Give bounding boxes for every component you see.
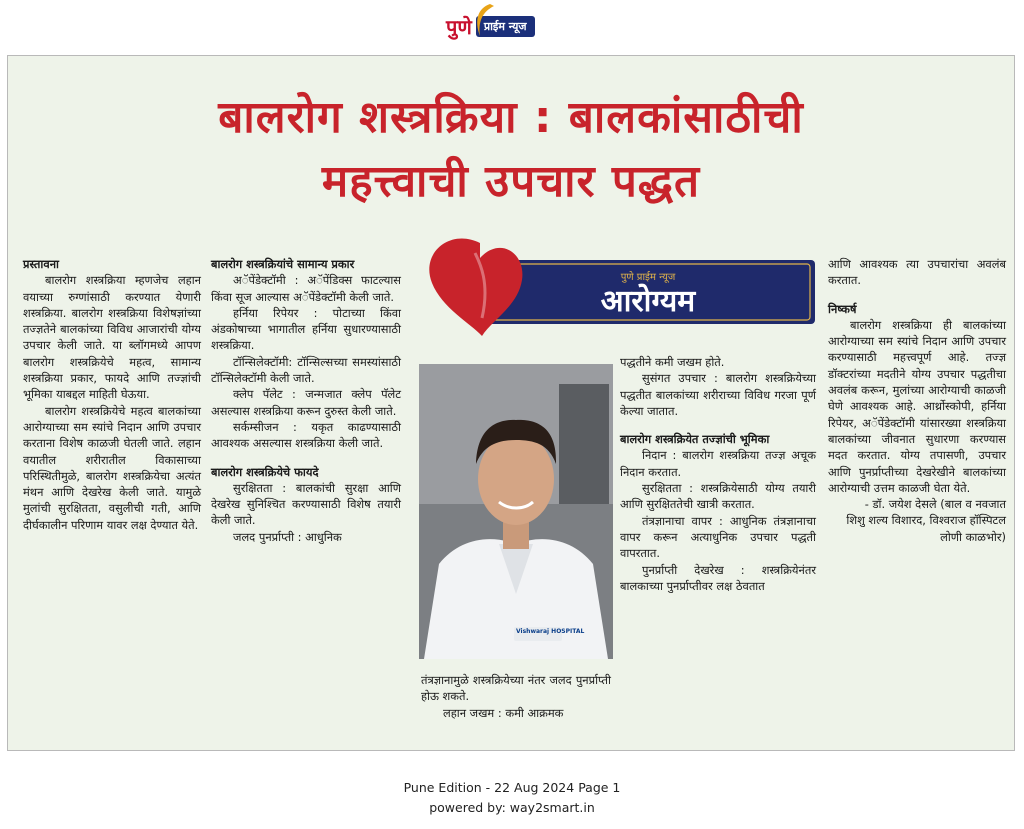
masthead bbox=[0, 0, 1024, 52]
column-5 bbox=[828, 256, 1006, 545]
type-item: टॉन्सिलेक्टॉमी: टॉन्सिल्सच्या समस्यांसाठी टॉन्सिलेक्टॉमी केली जाते. bbox=[211, 354, 401, 386]
col3-paragraph-1: तंत्रज्ञानामुळे शस्त्रक्रियेच्या नंतर जलद पुनर्प्राप्ती होऊ शकते. bbox=[421, 673, 611, 704]
logo-swoosh-icon bbox=[470, 2, 496, 38]
hospital-badge: Vishwaraj HOSPITAL bbox=[516, 628, 585, 635]
powered-by-link[interactable]: powered by: way2smart.in bbox=[429, 800, 595, 815]
benefit-item: जलद पुनर्प्राप्ती : आधुनिक bbox=[233, 529, 342, 544]
column-4 bbox=[620, 354, 816, 594]
conclusion-heading: निष्कर्ष bbox=[828, 301, 857, 316]
col4-paragraph-1: पद्धतीने कमी जखम होते. bbox=[620, 355, 725, 369]
logo-brand: पुणे bbox=[446, 14, 472, 39]
role-item: सुरक्षितता : शस्त्रक्रियेसाठी योग्य तयारी आणि सुरक्षिततेची खात्री करतात. bbox=[620, 481, 816, 512]
col5-continuation: आणि आवश्यक त्या उपचारांचा अवलंब करतात. bbox=[828, 257, 1006, 288]
col4-paragraph-2: सुसंगत उपचार : बालरोग शस्त्रक्रियेच्या पद्धतीत बालकांच्या शरीराच्या विविध गरजा पूर्ण केल्या जातात. bbox=[620, 371, 816, 418]
banner-title: आरोग्यम bbox=[600, 284, 696, 319]
type-item: क्लेप पॅलेट : जन्मजात क्लेप पॅलेट असल्यास शस्त्रक्रिया करून दुरुस्त केली जाते. bbox=[211, 387, 401, 418]
types-heading: बालरोग शस्त्रक्रियांचे सामान्य प्रकार bbox=[211, 257, 355, 271]
role-item: निदान : बालरोग शस्त्रक्रिया तज्ज्ञ अचूक निदान करतात. bbox=[620, 448, 816, 479]
type-item: हर्निया रिपेयर : पोटाच्या किंवा अंडकोषाच्या भागातील हर्निया सुधारण्यासाठी शस्त्रक्रिया. bbox=[211, 305, 401, 353]
type-item: अॅपेंडेक्टॉमी : अॅपेंडिक्स फाटल्यास किंवा सूज आल्यास अॅपेंडेक्टॉमी केली जाते. bbox=[211, 273, 401, 304]
role-item: पुनर्प्राप्ती देखरेख : शस्त्रक्रियेनंतर बालकाच्या पुनर्प्राप्तीवर लक्ष ठेवतात bbox=[620, 562, 816, 593]
type-item: सर्कम्सीजन : यकृत काढण्यासाठी आवश्यक असल्यास शस्त्रक्रिया केली जाते. bbox=[211, 419, 401, 451]
importance-paragraph: बालरोग शस्त्रक्रियेचे महत्व बालकांच्या आरोग्याच्या सम स्यांचे निदान आणि उपचार करताना विशेष काळजी घेतली जाते. लहान वयातील शरीरातील विकासाच्या परिस्थितीमुळे, बालरोग शस्त्रक्रियेचा अत्यंत मंथन आणि देखरेख केली जाते. यामुळे मुलांची सुरक्षितता, वसुलीची गती, आणि दीर्घकालीन परिणाम यावर लक्ष देण्यात येते. bbox=[23, 403, 201, 532]
arogyam-banner bbox=[420, 228, 815, 348]
author-byline: - डॉ. जयेश देसले (बाल व नवजात शिशु शल्य विशारद, विश्वराज हॉस्पिटल लोणी काळभोर) bbox=[846, 497, 1006, 544]
headline-line-2: महत्त्वाची उपचार पद्धत bbox=[321, 156, 701, 207]
benefit-item: सुरक्षितता : बालकांची सुरक्षा आणि देखरेख सुनिश्चित करण्यासाठी विशेष तयारी केली जाते. bbox=[211, 480, 401, 528]
headline-line-1: बालरोग शस्त्रक्रिया : बालकांसाठीची bbox=[218, 92, 804, 143]
col3-paragraph-2: लहान जखम : कमी आक्रमक bbox=[443, 705, 564, 720]
role-heading: बालरोग शस्त्रक्रियेत तज्ज्ञांची भूमिका bbox=[620, 432, 770, 447]
edition-info: Pune Edition - 22 Aug 2024 Page 1 bbox=[403, 780, 621, 795]
column-3 bbox=[421, 672, 611, 721]
conclusion-paragraph: बालरोग शस्त्रक्रिया ही बालकांच्या आरोग्याच्या सम स्यांचे निदान आणि उपचार करण्यासाठी महत्त्वपूर्ण आहे. तज्ज्ञ डॉक्टरांच्या मदतीने योग्य उपचार पद्धतीचा अवलंब करून, मुलांच्या आरोग्याची काळजी घेणे आवश्यक आहे. आर्थ्रोस्कोपी, हर्निया रिपेयर, अॅपेंडेक्टॉमी यांसारख्या शस्त्रक्रिया बालकांच्या जीवनात सुधारणा करण्यास मदत करतात. योग्य तपासणी, उपचार आणि पुनर्प्राप्तीच्या देखरेखीने बालकांच्या आरोग्याची उत्तम काळजी घेता येते. bbox=[828, 317, 1006, 495]
doctor-photo bbox=[419, 364, 613, 659]
benefits-heading: बालरोग शस्त्रक्रियेचे फायदे bbox=[211, 464, 319, 479]
column-2 bbox=[211, 256, 401, 545]
intro-paragraph: बालरोग शस्त्रक्रिया म्हणजेच लहान वयाच्या रुग्णांसाठी करण्यात येणारी शस्त्रक्रिया. बालरोग शस्त्रक्रिया विशेषज्ञांच्या तज्ज्ञतेने बालकांच्या विविध आजारांची योग्य उपचार केली जाते. या ब्लॉगमध्ये आपण बालरोग शस्त्रक्रियेचे महत्व, सामान्य शस्त्रक्रिया प्रकार, फायदे आणि तज्ज्ञांची भूमिका याबद्दल माहिती घेऊया. bbox=[23, 273, 201, 402]
column-1 bbox=[23, 256, 201, 533]
intro-heading: प्रस्तावना bbox=[23, 257, 59, 271]
logo-tagline: प्राईम न्यूज bbox=[476, 16, 535, 37]
article-frame bbox=[7, 55, 1015, 751]
role-item: तंत्रज्ञानाचा वापर : आधुनिक तंत्रज्ञानाचा वापर करून अत्याधुनिक उपचार पद्धती वापरतात. bbox=[620, 513, 816, 561]
banner-small-text: पुणे प्राईम न्यूज bbox=[620, 272, 676, 283]
